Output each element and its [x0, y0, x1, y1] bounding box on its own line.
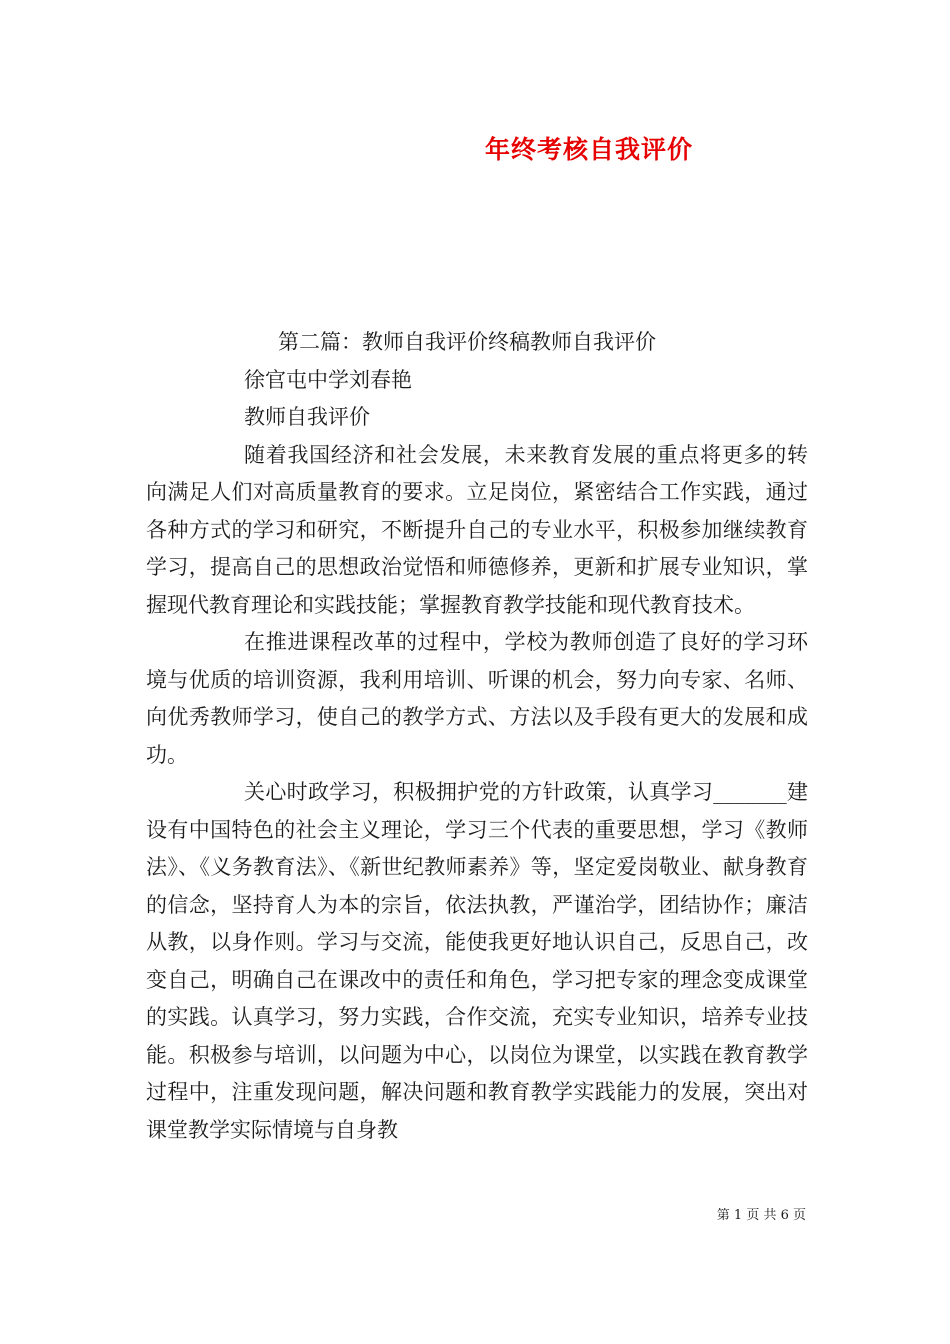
document-title: [0, 130, 950, 166]
document-title-text: 年终考核自我评价: [484, 135, 693, 164]
section-heading: 教师自我评价: [244, 405, 370, 429]
paragraph: 关心时政学习，积极拥护党的方针政策，认真学习_______建设有中国特色的社会主义理论，学习三个代表的重要思想，学习《教师法》、《义务教育法》、《新世纪教师素养》等，坚定爱岗敬业、献身教育的信念，坚持育人为本的宗旨，依法执教，严谨治学，团结协作；廉洁从教，以身作则。学习与交流，能使我更好地认识自己，反思自己，改变自己，明确自己在课改中的责任和角色，学习把专家的理念变成课堂的实践。认真学习，努力实践，合作交流，充实专业知识，培养专业技能。积极参与培训，以问题为中心，以岗位为课堂，以实践在教育教学过程中，注重发现问题，解决问题和教育教学实践能力的发展，突出对课堂教学实际情境与自身教: [146, 780, 808, 1142]
paragraph: 随着我国经济和社会发展，未来教育发展的重点将更多的转向满足人们对高质量教育的要求。立足岗位，紧密结合工作实践，通过各种方式的学习和研究，不断提升自己的专业水平，积极参加继续教育学习，提高自己的思想政治觉悟和师德修养，更新和扩展专业知识，掌握现代教育理论和实践技能；掌握教育教学技能和现代教育技术。: [146, 442, 808, 617]
page-footer: 第 1 页 共 6 页: [716, 1208, 806, 1223]
paragraph: 在推进课程改革的过程中，学校为教师创造了良好的学习环境与优质的培训资源，我利用培训、听课的机会，努力向专家、名师、向优秀教师学习，使自己的教学方式、方法以及手段有更大的发展和成功。: [146, 630, 808, 767]
author-line: 徐官屯中学刘春艳: [244, 367, 412, 392]
paragraphs: [146, 437, 808, 1150]
document-body: [146, 324, 808, 1149]
section-subtitle: 第二篇：教师自我评价终稿教师自我评价: [278, 330, 656, 354]
